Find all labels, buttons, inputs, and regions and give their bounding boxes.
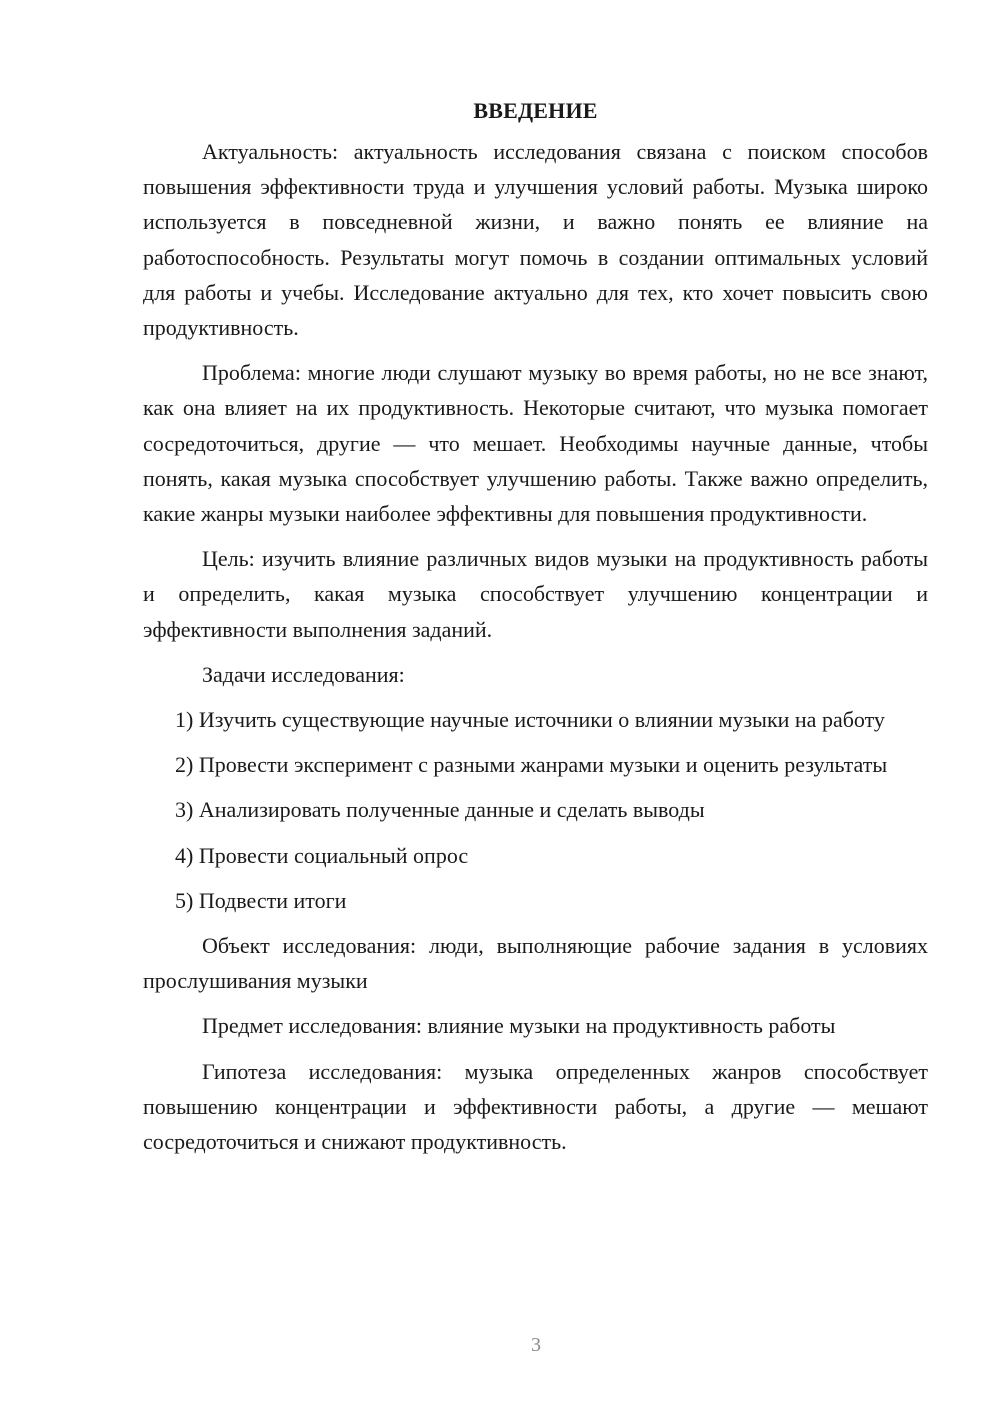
document-page	[143, 93, 928, 1159]
task-item-5: 5) Подвести итоги	[175, 887, 347, 913]
task-item-1: 1) Изучить существующие научные источники о влиянии музыки на работу	[175, 707, 885, 733]
paragraph-relevance: Актуальность: актуальность исследования связана с поиском способов повышения эффективности труда и улучшения условий работы. Музыка широко используется в повседневной жизни, и важно понять ее влияние на работоспособность. Результаты могут помочь в создании оптимальных условий для работы и учебы. Исследование актуально для тех, кто хочет повысить свою продуктивность.	[143, 139, 928, 341]
section-heading: ВВЕДЕНИЕ	[473, 98, 598, 123]
paragraph-problem: Проблема: многие люди слушают музыку во время работы, но не все знают, как она влияет на их продуктивность. Некоторые считают, что музыка помогает сосредоточиться, другие — что мешает. Необходимы научные данные, чтобы понять, какая музыка способствует улучшению работы. Также важно определить, какие жанры музыки наиболее эффективны для повышения продуктивности.	[143, 360, 928, 527]
paragraph-tasks-intro: Задачи исследования:	[202, 661, 405, 687]
paragraph-subject: Предмет исследования: влияние музыки на продуктивность работы	[202, 1013, 836, 1039]
task-item-4: 4) Провести социальный опрос	[175, 842, 469, 868]
paragraph-object: Объект исследования: люди, выполняющие рабочие задания в условиях прослушивания музыки	[143, 933, 928, 994]
page-number: 3	[531, 1334, 541, 1356]
task-item-2: 2) Провести эксперимент с разными жанрами музыки и оценить результаты	[175, 752, 888, 778]
task-item-3: 3) Анализировать полученные данные и сделать выводы	[175, 797, 705, 823]
paragraph-hypothesis: Гипотеза исследования: музыка определенных жанров способствует повышению концентрации и эффективности работы, а другие — мешают сосредоточиться и снижают продуктивность.	[143, 1058, 928, 1155]
paragraph-goal: Цель: изучить влияние различных видов музыки на продуктивность работы и определить, какая музыка способствует улучшению концентрации и эффективности выполнения заданий.	[143, 546, 928, 642]
